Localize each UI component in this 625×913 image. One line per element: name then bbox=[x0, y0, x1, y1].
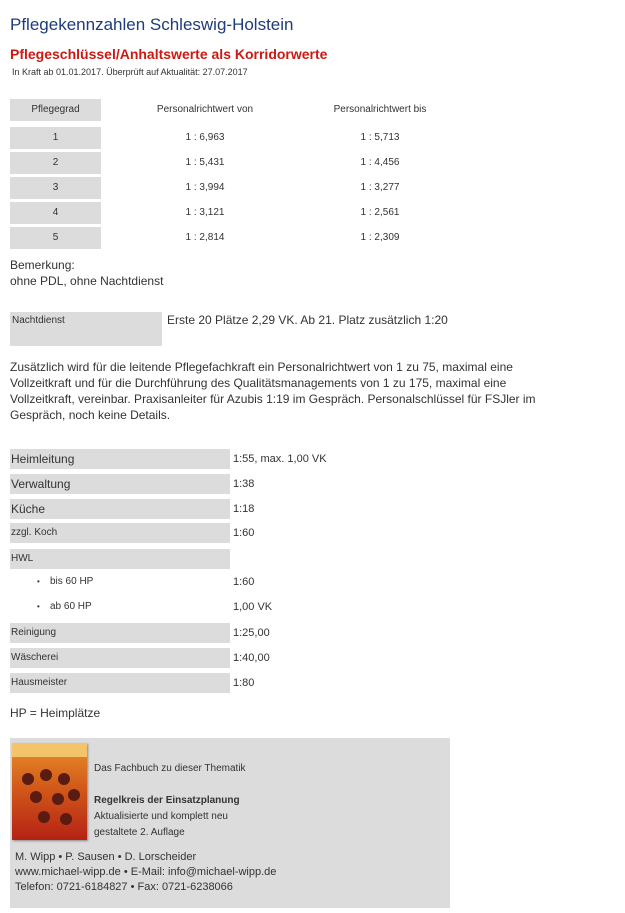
staff-value: 1:60 bbox=[233, 527, 255, 539]
remark-text: ohne PDL, ohne Nachtdienst bbox=[10, 274, 164, 288]
footnote: HP = Heimplätze bbox=[10, 706, 101, 720]
table-header-row bbox=[10, 99, 610, 121]
contact-phone-fax: Telefon: 0721-6184827 • Fax: 0721-6238066 bbox=[15, 881, 233, 893]
staff-label: Küche bbox=[10, 499, 230, 519]
table-row bbox=[10, 597, 610, 617]
staff-value: 1:60 bbox=[233, 576, 255, 588]
table-row bbox=[10, 449, 610, 469]
validity-note: In Kraft ab 01.01.2017. Überprüft auf Aktualität: 27.07.2017 bbox=[12, 67, 248, 77]
richtwert-bis-cell: 1 : 4,456 bbox=[360, 157, 400, 168]
staff-value: 1:40,00 bbox=[233, 652, 270, 664]
info-paragraph: Zusätzlich wird für die leitende Pflegefachkraft ein Personalrichtwert von 1 zu 75, maximal eine Vollzeitkraft und für die Durchführung des Qualitätsmanagements von 1 zu 175, maximal eine Vollzeitkraft, vereinbar. Praxisanleiter für Azubis 1:19 im Gespräch. Personalschlüssel für FSJler im Gespräch, noch keine Details. bbox=[10, 360, 536, 422]
staff-value: 1:25,00 bbox=[233, 627, 270, 639]
pflegegrad-cell: 5 bbox=[10, 227, 101, 249]
book-authors: M. Wipp • P. Sausen • D. Lorscheider bbox=[15, 851, 197, 863]
nachtdienst-label: Nachtdienst bbox=[10, 312, 162, 346]
pflegegrad-cell: 2 bbox=[10, 152, 101, 174]
table-row bbox=[10, 549, 610, 569]
richtwert-von-cell: 1 : 3,994 bbox=[185, 182, 225, 193]
staff-sublabel-text: ab 60 HP bbox=[50, 601, 92, 612]
contact-web-email[interactable]: www.michael-wipp.de • E-Mail: info@michael-wipp.de bbox=[15, 866, 277, 878]
staff-label: Hausmeister bbox=[10, 673, 230, 693]
page-subtitle: Pflegeschlüssel/Anhaltswerte als Korridorwerte bbox=[10, 46, 328, 62]
table-row bbox=[10, 474, 610, 494]
richtwert-bis-cell: 1 : 3,277 bbox=[360, 182, 400, 193]
richtwert-von-cell: 1 : 6,963 bbox=[185, 132, 225, 143]
table-row bbox=[10, 499, 610, 519]
nachtdienst-value: Erste 20 Plätze 2,29 VK. Ab 21. Platz zusätzlich 1:20 bbox=[167, 313, 448, 327]
header-richtwert-von: Personalrichtwert von bbox=[156, 104, 254, 115]
header-pflegegrad: Pflegegrad bbox=[10, 99, 101, 121]
book-cover-image[interactable] bbox=[12, 743, 87, 840]
richtwert-von-cell: 1 : 3,121 bbox=[185, 207, 225, 218]
staff-label: zzgl. Koch bbox=[10, 523, 230, 543]
table-row bbox=[10, 127, 610, 149]
richtwert-von-cell: 1 : 2,814 bbox=[185, 232, 225, 243]
richtwert-bis-cell: 1 : 2,309 bbox=[360, 232, 400, 243]
table-row bbox=[10, 202, 610, 224]
book-title[interactable]: Regelkreis der Einsatzplanung bbox=[94, 795, 240, 806]
pflegegrad-cell: 1 bbox=[10, 127, 101, 149]
table-row bbox=[10, 227, 610, 249]
remark-block bbox=[10, 257, 163, 289]
richtwert-bis-cell: 1 : 5,713 bbox=[360, 132, 400, 143]
staff-value: 1:38 bbox=[233, 478, 255, 490]
header-richtwert-bis: Personalrichtwert bis bbox=[333, 104, 427, 115]
staff-value: 1:80 bbox=[233, 677, 255, 689]
table-row bbox=[10, 152, 610, 174]
staff-label: HWL bbox=[10, 549, 230, 569]
table-row bbox=[10, 673, 610, 693]
staff-label: Verwaltung bbox=[10, 474, 230, 494]
table-row bbox=[10, 177, 610, 199]
pflegegrad-cell: 4 bbox=[10, 202, 101, 224]
page-title: Pflegekennzahlen Schleswig-Holstein bbox=[10, 15, 294, 34]
staff-sublabel bbox=[10, 572, 230, 592]
staff-value: 1:55, max. 1,00 VK bbox=[233, 453, 327, 465]
staff-value: 1:18 bbox=[233, 503, 255, 515]
book-description-line: Aktualisierte und komplett neu bbox=[94, 811, 228, 822]
staff-label: Reinigung bbox=[10, 623, 230, 643]
table-row bbox=[10, 648, 610, 668]
staff-label: Heimleitung bbox=[10, 449, 230, 469]
staff-sublabel-text: bis 60 HP bbox=[50, 576, 94, 587]
book-promo[interactable] bbox=[10, 738, 450, 908]
table-row bbox=[10, 572, 610, 592]
book-intro: Das Fachbuch zu dieser Thematik bbox=[94, 763, 246, 774]
staff-value: 1,00 VK bbox=[233, 601, 273, 613]
book-description-line: gestaltete 2. Auflage bbox=[94, 827, 185, 838]
remark-label: Bemerkung: bbox=[10, 258, 75, 272]
pflegegrad-cell: 3 bbox=[10, 177, 101, 199]
staff-label: Wäscherei bbox=[10, 648, 230, 668]
richtwert-von-cell: 1 : 5,431 bbox=[185, 157, 225, 168]
table-row bbox=[10, 523, 610, 543]
staff-sublabel bbox=[10, 597, 230, 617]
table-row bbox=[10, 623, 610, 643]
richtwert-bis-cell: 1 : 2,561 bbox=[360, 207, 400, 218]
